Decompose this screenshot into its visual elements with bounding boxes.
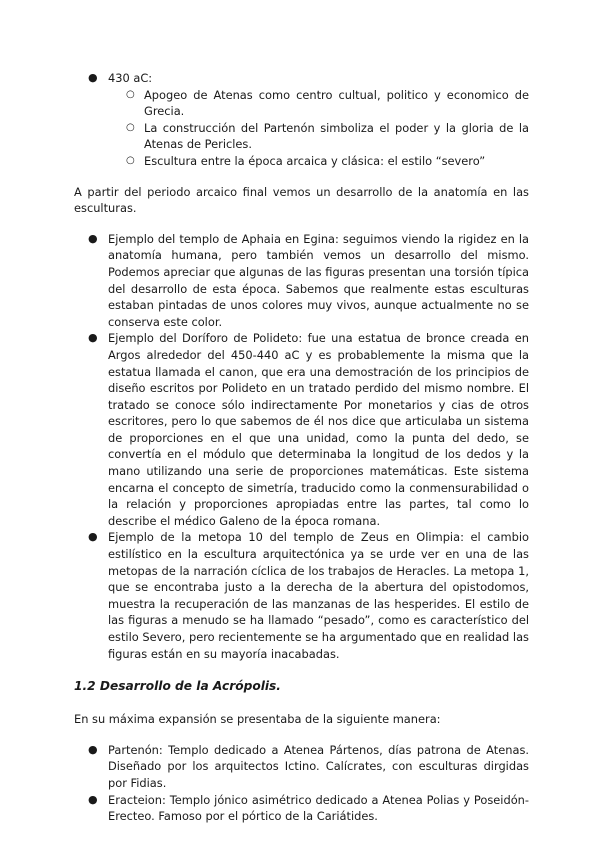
list-item xyxy=(74,529,529,662)
bullet-icon: ● xyxy=(88,331,98,345)
spacer xyxy=(74,170,529,184)
bullet-icon: ● xyxy=(88,792,98,806)
bullet-icon: ● xyxy=(88,231,98,245)
list-item-text: Ejemplo del Doríforo de Polideto: fue una estatua de bronce creada en Argos alrededor del 450-440 aC y es probablemente la misma que la estatua llamada el canon, que era una demostración de los principios de diseño escritos por Polideto en un tratado perdido del mismo nombre. El tratado se conoce sólo indirectamente Por monetarios y cias de otros escritores, pero lo que sabemos de él nos dice que articulaba un sistema de proporciones en el que una unidad, como la punta del dedo, se convertía en el módulo que determinaba la longitud de los dedos y la mano utilizando una serie de proporciones matemáticas. Este sistema encarna el concepto de simetría, traducido como la conmensurabilidad o la relación y proporciones apropiadas entre las partes, tal como lo describe el médico Galeno de la época romana. xyxy=(108,331,529,528)
examples-list xyxy=(74,231,529,662)
acropolis-list xyxy=(74,742,529,825)
sub-list-item xyxy=(108,153,529,170)
list-item-430 xyxy=(74,70,529,170)
list-item-text: Ejemplo del templo de Aphaia en Egina: seguimos viendo la rigidez en la anatomía humana, pero también vemos un desarrollo del mismo. Podemos apreciar que algunas de las figuras presentan una torsión típica del desarrollo de esta época. Sabemos que realmente estas esculturas estaban pintadas de unos colores muy vivos, aunque actualmente no se conserva este color. xyxy=(108,231,529,329)
sub-list-item-text: Apogeo de Atenas como centro cultual, politico y economico de Grecia. xyxy=(144,87,529,119)
bullet-icon: ● xyxy=(88,71,98,84)
sub-list-item-text: La construcción del Partenón simboliza el poder y la gloria de la Atenas de Pericles. xyxy=(144,120,529,152)
list-item-text: Partenón: Templo dedicado a Atenea Pártenos, días patrona de Atenas. Diseñado por los arquitectos Ictino. Calícrates, con esculturas dirgidas por Fidias. xyxy=(108,742,529,790)
list-item xyxy=(74,330,529,529)
list-item-text: Ejemplo de la metopa 10 del templo de Zeus en Olimpia: el cambio estilístico en la escultura arquitectónica ya se urde ver en una de las metopas de la narración cíclica de los trabajos de Heracles. La metopa 1, que se encontraba justo a la derecha de la abertura del opistodomos, muestra la recuperación de las manzanas de las hesperides. El estilo de las figuras a menudo se ha llamado “pesado”, como es característico del estilo Severo, pero recientemente se ha argumentado que en realidad las figuras están en su mayoría inacabadas. xyxy=(108,530,529,661)
hollow-bullet-icon: ○ xyxy=(126,88,135,100)
sub-list xyxy=(108,87,529,170)
spacer xyxy=(74,217,529,231)
spacer xyxy=(74,728,529,742)
bullet-icon: ● xyxy=(88,742,98,756)
list-item xyxy=(74,231,529,331)
list-item xyxy=(74,792,529,825)
section-heading: 1.2 Desarrollo de la Acrópolis. xyxy=(74,679,281,694)
hollow-bullet-icon: ○ xyxy=(126,121,135,133)
sub-list-item-text: Escultura entre la época arcaica y clásica: el estilo “severo” xyxy=(144,153,486,168)
period-list xyxy=(74,70,529,170)
bullet-icon: ● xyxy=(88,530,98,544)
list-item-text: Eracteion: Templo jónico asimétrico dedicado a Atenea Polias y Poseidón-Erecteo. Famoso por el pórtico de la Cariátides. xyxy=(108,792,529,824)
sub-list-item xyxy=(108,120,529,153)
list-item xyxy=(74,742,529,792)
intro-paragraph: A partir del periodo arcaico final vemos un desarrollo de la anatomía en las esculturas. xyxy=(74,184,529,216)
hollow-bullet-icon: ○ xyxy=(126,154,135,166)
list-item-label: 430 aC: xyxy=(108,71,153,85)
section-intro: En su máxima expansión se presentaba de la siguiente manera: xyxy=(74,712,441,727)
spacer xyxy=(74,662,529,678)
spacer xyxy=(74,695,529,711)
sub-list-item xyxy=(108,87,529,120)
document-page xyxy=(74,70,529,825)
